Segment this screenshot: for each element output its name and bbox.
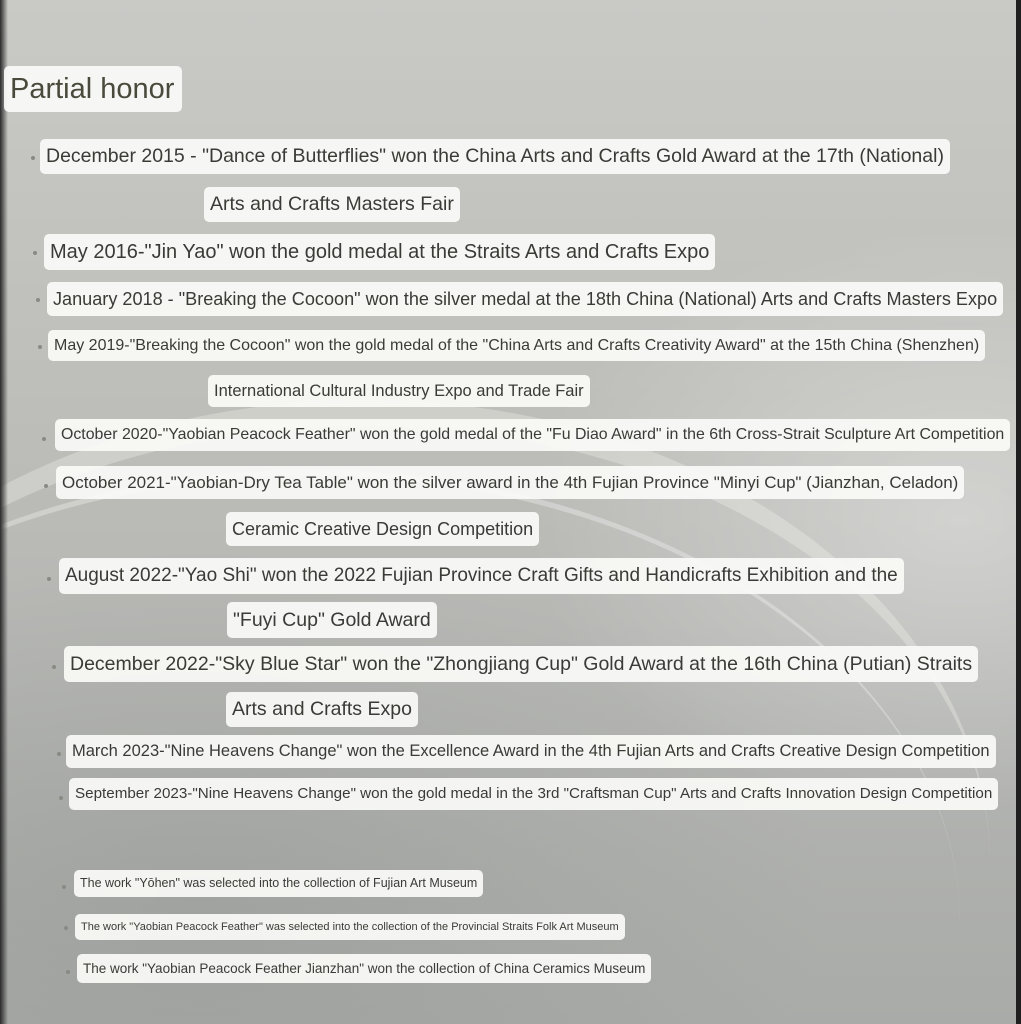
honor-item-8-line-1: December 2022-"Sky Blue Star" won the "Zhongjiang Cup" Gold Award at the 16th China (Putian) Straits (64, 646, 978, 682)
right-frame-edge (1016, 0, 1021, 1024)
honor-item-3: January 2018 - "Breaking the Cocoon" won the silver medal at the 18th China (National) Arts and Crafts Masters Expo (47, 282, 1003, 316)
bullet-icon (57, 752, 61, 756)
bullet-icon (47, 577, 51, 581)
honor-item-8-line-2: Arts and Crafts Expo (226, 692, 418, 727)
honor-item-2: May 2016-"Jin Yao" won the gold medal at the Straits Arts and Crafts Expo (44, 234, 715, 270)
collection-item-3: The work "Yaobian Peacock Feather Jianzhan" won the collection of China Ceramics Museum (77, 954, 651, 983)
honor-item-4-line-1: May 2019-"Breaking the Cocoon" won the gold medal of the "China Arts and Crafts Creativity Award" at the 15th China (Shenzhen) (48, 330, 985, 361)
bullet-icon (44, 484, 48, 488)
bullet-icon (59, 796, 63, 800)
honor-item-10: September 2023-"Nine Heavens Change" won the gold medal in the 3rd "Craftsman Cup" Arts and Crafts Innovation Design Competition (69, 778, 998, 810)
honor-item-6-line-2: Ceramic Creative Design Competition (226, 512, 539, 546)
left-frame-edge (0, 0, 8, 1024)
honor-item-7-line-2: "Fuyi Cup" Gold Award (227, 602, 437, 638)
bullet-icon (64, 926, 68, 930)
honor-item-4-line-2: International Cultural Industry Expo and Trade Fair (208, 375, 590, 407)
bullet-icon (52, 665, 56, 669)
page-title: Partial honor (4, 66, 182, 112)
bullet-icon (36, 298, 40, 302)
honor-item-7-line-1: August 2022-"Yao Shi" won the 2022 Fujian Province Craft Gifts and Handicrafts Exhibition and the (59, 558, 904, 594)
collection-item-2: The work "Yaobian Peacock Feather" was selected into the collection of the Provincial Straits Folk Art Museum (75, 914, 625, 940)
bullet-icon (31, 156, 35, 160)
bullet-icon (33, 251, 37, 255)
honor-item-9: March 2023-"Nine Heavens Change" won the Excellence Award in the 4th Fujian Arts and Crafts Creative Design Competition (66, 735, 996, 768)
honor-item-6-line-1: October 2021-"Yaobian-Dry Tea Table" won the silver award in the 4th Fujian Province "Minyi Cup" (Jianzhan, Celadon) (56, 466, 964, 499)
bullet-icon (38, 345, 42, 349)
collection-item-1: The work "Yōhen" was selected into the collection of Fujian Art Museum (74, 870, 483, 897)
honor-item-1-line-2: Arts and Crafts Masters Fair (204, 187, 460, 222)
bullet-icon (62, 885, 66, 889)
honor-item-1-line-1: December 2015 - "Dance of Butterflies" won the China Arts and Crafts Gold Award at the 17th (National) (40, 139, 950, 174)
bullet-icon (66, 970, 70, 974)
honor-item-5: October 2020-"Yaobian Peacock Feather" won the gold medal of the "Fu Diao Award" in the 6th Cross-Strait Sculpture Art Competition (55, 419, 1010, 451)
bullet-icon (42, 437, 46, 441)
